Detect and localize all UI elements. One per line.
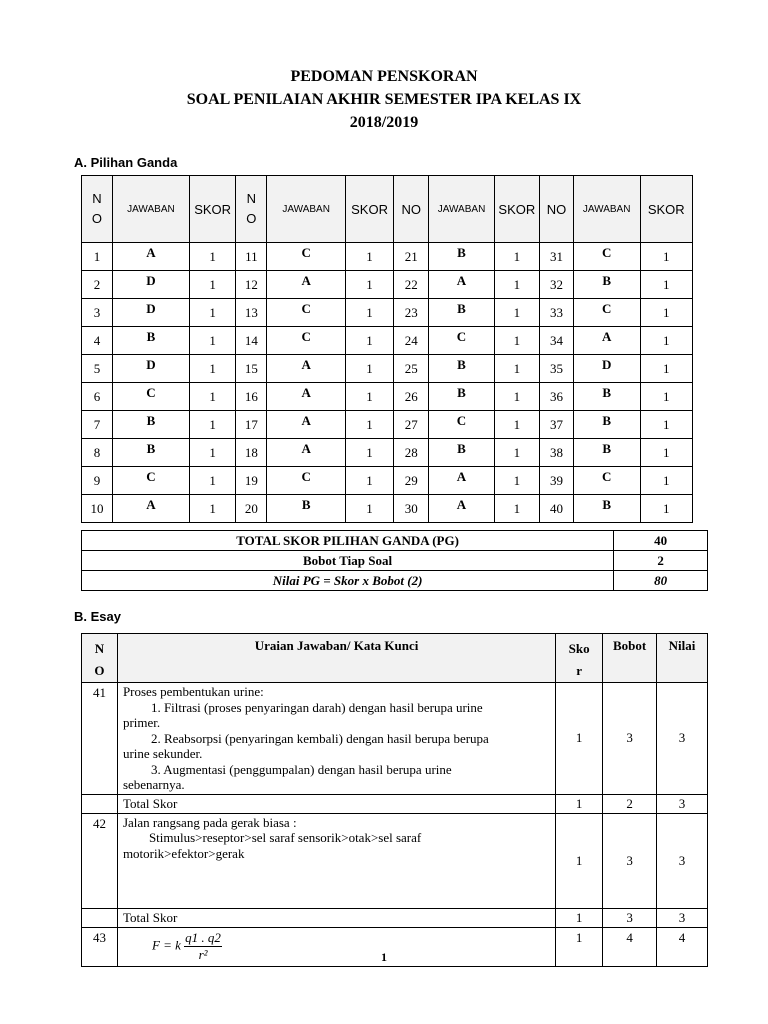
question-no: 9 xyxy=(82,467,113,495)
answer-key: D xyxy=(112,299,189,327)
pg-summary-table xyxy=(81,530,708,591)
score: 1 xyxy=(494,271,540,299)
answer-key: D xyxy=(112,355,189,383)
header-skor: SKOR xyxy=(345,176,393,243)
score: 1 xyxy=(640,271,692,299)
score: 1 xyxy=(494,411,540,439)
essay-bobot: 4 xyxy=(603,927,657,966)
total-bobot: 2 xyxy=(603,794,657,813)
answer-key: C xyxy=(267,327,346,355)
formula-lhs: F = k xyxy=(151,936,181,952)
pg-row xyxy=(82,411,693,439)
question-no: 4 xyxy=(82,327,113,355)
total-bobot: 3 xyxy=(603,908,657,927)
answer-key: A xyxy=(429,495,494,523)
nilai-value: 80 xyxy=(614,571,708,591)
total-skor-label: Total Skor xyxy=(117,794,555,813)
question-no: 3 xyxy=(82,299,113,327)
question-no: 6 xyxy=(82,383,113,411)
pilihan-ganda-table xyxy=(81,175,693,523)
answer-key: B xyxy=(573,271,640,299)
question-no: 28 xyxy=(394,439,429,467)
score: 1 xyxy=(345,327,393,355)
header-skor: SKOR xyxy=(640,176,692,243)
essay-total-row-42 xyxy=(82,908,708,927)
question-no: 18 xyxy=(236,439,267,467)
total-skor-label: Total Skor xyxy=(117,908,555,927)
answer-key: B xyxy=(267,495,346,523)
doc-title-line2: SOAL PENILAIAN AKHIR SEMESTER IPA KELAS IX xyxy=(186,91,582,108)
essay-skor: 1 xyxy=(556,927,603,966)
pg-row xyxy=(82,271,693,299)
essay-skor: 1 xyxy=(556,683,603,795)
question-no: 34 xyxy=(540,327,574,355)
score: 1 xyxy=(345,299,393,327)
total-nilai: 3 xyxy=(657,908,708,927)
question-no: 16 xyxy=(236,383,267,411)
answer-key: C xyxy=(429,411,494,439)
answer-key: C xyxy=(429,327,494,355)
answer-key: C xyxy=(112,467,189,495)
essay-nilai: 3 xyxy=(657,813,708,908)
question-no: 7 xyxy=(82,411,113,439)
total-label: TOTAL SKOR PILIHAN GANDA (PG) xyxy=(82,531,614,551)
weight-label: Bobot Tiap Soal xyxy=(82,551,614,571)
pg-row xyxy=(82,383,693,411)
pg-row xyxy=(82,327,693,355)
answer-key: A xyxy=(267,411,346,439)
total-value: 40 xyxy=(614,531,708,551)
answer-key: A xyxy=(267,271,346,299)
answer-key: B xyxy=(112,439,189,467)
answer-key: A xyxy=(429,467,494,495)
header-no: NO xyxy=(394,176,429,243)
section-a-title: A. Pilihan Ganda xyxy=(74,155,178,170)
essay-header-skor: Sko r xyxy=(556,634,603,683)
essay-no-empty xyxy=(82,908,118,927)
essay-total-row-41 xyxy=(82,794,708,813)
summary-weight-row xyxy=(82,551,708,571)
question-no: 8 xyxy=(82,439,113,467)
score: 1 xyxy=(189,495,235,523)
answer-key: C xyxy=(267,243,346,271)
answer-key: B xyxy=(573,439,640,467)
essay-answer-42: Jalan rangsang pada gerak biasa : Stimulus>reseptor>sel saraf sensorik>otak>sel saraf motorik>efektor>gerak xyxy=(117,813,555,908)
page-number: 1 xyxy=(381,950,387,964)
score: 1 xyxy=(189,467,235,495)
header-no: N O xyxy=(236,176,267,243)
score: 1 xyxy=(640,299,692,327)
answer-key: A xyxy=(429,271,494,299)
doc-title-line3: 2018/2019 xyxy=(349,114,419,131)
nilai-label: Nilai PG = Skor x Bobot (2) xyxy=(82,571,614,591)
essay-bobot: 3 xyxy=(603,813,657,908)
answer-key: B xyxy=(112,411,189,439)
essay-no: 42 xyxy=(82,813,118,908)
question-no: 24 xyxy=(394,327,429,355)
question-no: 36 xyxy=(540,383,574,411)
question-no: 17 xyxy=(236,411,267,439)
answer-key: A xyxy=(267,383,346,411)
essay-header-row xyxy=(82,634,708,683)
question-no: 1 xyxy=(82,243,113,271)
question-no: 32 xyxy=(540,271,574,299)
formula-numerator: q1 . q2 xyxy=(185,929,221,945)
answer-key: B xyxy=(429,383,494,411)
question-no: 11 xyxy=(236,243,267,271)
answer-key: B xyxy=(573,411,640,439)
essay-header-uraian: Uraian Jawaban/ Kata Kunci xyxy=(117,634,555,683)
score: 1 xyxy=(494,467,540,495)
answer-key: B xyxy=(429,243,494,271)
total-skor: 1 xyxy=(556,794,603,813)
score: 1 xyxy=(640,495,692,523)
question-no: 26 xyxy=(394,383,429,411)
essay-nilai: 3 xyxy=(657,683,708,795)
essay-row-41 xyxy=(82,683,708,795)
question-no: 35 xyxy=(540,355,574,383)
score: 1 xyxy=(189,355,235,383)
pg-row xyxy=(82,495,693,523)
score: 1 xyxy=(345,467,393,495)
score: 1 xyxy=(640,327,692,355)
question-no: 12 xyxy=(236,271,267,299)
score: 1 xyxy=(640,383,692,411)
answer-key: D xyxy=(112,271,189,299)
header-skor: SKOR xyxy=(494,176,540,243)
section-b-title: B. Esay xyxy=(74,609,121,624)
essay-no: 43 xyxy=(82,927,118,966)
pg-row xyxy=(82,467,693,495)
essay-header-no: N O xyxy=(82,634,118,683)
header-jawaban: JAWABAN xyxy=(112,176,189,243)
score: 1 xyxy=(345,243,393,271)
question-no: 23 xyxy=(394,299,429,327)
answer-key: B xyxy=(429,355,494,383)
pg-row xyxy=(82,439,693,467)
header-jawaban: JAWABAN xyxy=(573,176,640,243)
question-no: 27 xyxy=(394,411,429,439)
formula-denominator: r² xyxy=(198,946,208,962)
score: 1 xyxy=(189,439,235,467)
answer-key: B xyxy=(573,495,640,523)
score: 1 xyxy=(345,383,393,411)
question-no: 40 xyxy=(540,495,574,523)
question-no: 39 xyxy=(540,467,574,495)
pg-row xyxy=(82,355,693,383)
answer-key: A xyxy=(112,495,189,523)
score: 1 xyxy=(640,411,692,439)
question-no: 2 xyxy=(82,271,113,299)
score: 1 xyxy=(189,299,235,327)
doc-title-line1: PEDOMAN PENSKORAN xyxy=(290,68,478,85)
answer-key: C xyxy=(573,467,640,495)
essay-header-bobot: Bobot xyxy=(603,634,657,683)
answer-key: C xyxy=(267,299,346,327)
weight-value: 2 xyxy=(614,551,708,571)
score: 1 xyxy=(494,383,540,411)
answer-key: B xyxy=(112,327,189,355)
question-no: 14 xyxy=(236,327,267,355)
answer-key: A xyxy=(267,439,346,467)
answer-key: C xyxy=(573,299,640,327)
answer-key: A xyxy=(267,355,346,383)
header-skor: SKOR xyxy=(189,176,235,243)
pg-row xyxy=(82,299,693,327)
question-no: 21 xyxy=(394,243,429,271)
header-no: N O xyxy=(82,176,113,243)
score: 1 xyxy=(189,271,235,299)
answer-key: B xyxy=(429,299,494,327)
essay-answer-41: Proses pembentukan urine: 1. Filtrasi (proses penyaringan darah) dengan hasil berupa urine primer. 2. Reabsorpsi (penyaringan kembali) dengan hasil berupa berupa urine sekunder. 3. Augmentasi (penggumpalan) dengan hasil berupa urine sebenarnya. xyxy=(117,683,555,795)
question-no: 20 xyxy=(236,495,267,523)
essay-skor: 1 xyxy=(556,813,603,908)
score: 1 xyxy=(345,355,393,383)
question-no: 22 xyxy=(394,271,429,299)
score: 1 xyxy=(640,355,692,383)
pg-header-row xyxy=(82,176,693,243)
question-no: 19 xyxy=(236,467,267,495)
question-no: 30 xyxy=(394,495,429,523)
summary-total-row xyxy=(82,531,708,551)
score: 1 xyxy=(640,467,692,495)
score: 1 xyxy=(494,299,540,327)
answer-key: A xyxy=(112,243,189,271)
score: 1 xyxy=(189,411,235,439)
answer-key: D xyxy=(573,355,640,383)
total-skor: 1 xyxy=(556,908,603,927)
answer-key: A xyxy=(573,327,640,355)
answer-key: C xyxy=(267,467,346,495)
question-no: 29 xyxy=(394,467,429,495)
header-jawaban: JAWABAN xyxy=(429,176,494,243)
question-no: 38 xyxy=(540,439,574,467)
essay-table xyxy=(81,633,708,967)
question-no: 31 xyxy=(540,243,574,271)
essay-header-nilai: Nilai xyxy=(657,634,708,683)
summary-nilai-row xyxy=(82,571,708,591)
score: 1 xyxy=(494,327,540,355)
score: 1 xyxy=(189,383,235,411)
question-no: 15 xyxy=(236,355,267,383)
header-no: NO xyxy=(540,176,574,243)
answer-key: C xyxy=(112,383,189,411)
question-no: 10 xyxy=(82,495,113,523)
essay-bobot: 3 xyxy=(603,683,657,795)
score: 1 xyxy=(189,243,235,271)
header-jawaban: JAWABAN xyxy=(267,176,346,243)
total-nilai: 3 xyxy=(657,794,708,813)
question-no: 37 xyxy=(540,411,574,439)
score: 1 xyxy=(189,327,235,355)
question-no: 33 xyxy=(540,299,574,327)
essay-nilai: 4 xyxy=(657,927,708,966)
score: 1 xyxy=(345,271,393,299)
essay-no: 41 xyxy=(82,683,118,795)
score: 1 xyxy=(345,495,393,523)
pg-row xyxy=(82,243,693,271)
answer-key: C xyxy=(573,243,640,271)
score: 1 xyxy=(494,243,540,271)
essay-no-empty xyxy=(82,794,118,813)
score: 1 xyxy=(640,439,692,467)
score: 1 xyxy=(345,439,393,467)
answer-key: B xyxy=(573,383,640,411)
score: 1 xyxy=(345,411,393,439)
score: 1 xyxy=(494,495,540,523)
answer-key: B xyxy=(429,439,494,467)
score: 1 xyxy=(494,439,540,467)
score: 1 xyxy=(494,355,540,383)
question-no: 5 xyxy=(82,355,113,383)
essay-row-42 xyxy=(82,813,708,908)
question-no: 13 xyxy=(236,299,267,327)
score: 1 xyxy=(640,243,692,271)
question-no: 25 xyxy=(394,355,429,383)
